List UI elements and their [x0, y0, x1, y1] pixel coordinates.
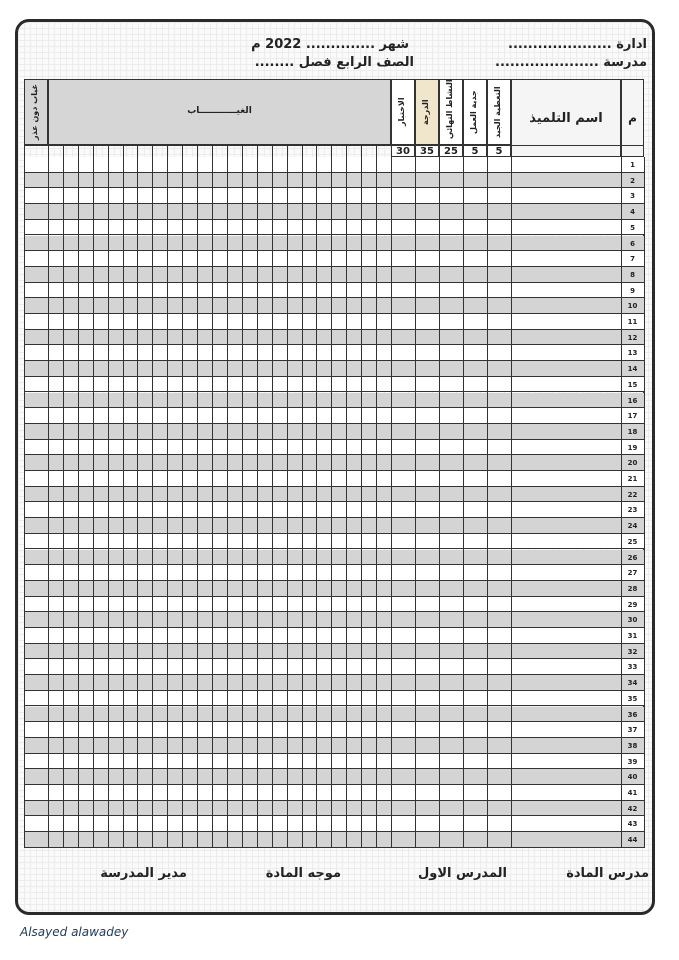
grid-line: [361, 157, 362, 848]
school-label: مدرسة .....................: [495, 55, 647, 70]
row-number: 30: [627, 616, 638, 625]
row-number: 7: [630, 255, 635, 264]
row-number: 40: [627, 773, 638, 782]
author-signature: Alsayed alawadey: [20, 925, 129, 939]
grade-label: جدية العمل: [469, 90, 478, 134]
table-row: [24, 550, 644, 566]
table-row: [24, 597, 644, 613]
row-number: 23: [627, 506, 638, 515]
grid-line: [123, 145, 124, 157]
row-number: 37: [627, 726, 638, 735]
grid-line: [63, 157, 64, 848]
table-row: [24, 471, 644, 487]
row-number: 8: [630, 270, 635, 279]
header-number: م: [628, 111, 637, 125]
table-row: [24, 644, 644, 660]
absence-label: الغيــــــــــــاب: [187, 106, 252, 116]
row-number: 33: [627, 663, 638, 672]
footer-supervisor: موجه المادة: [265, 866, 341, 881]
grade-max-value: 30: [396, 145, 410, 157]
row-number: 19: [627, 443, 638, 452]
table-row: [24, 518, 644, 534]
table-row: [24, 769, 644, 785]
table-row: [24, 754, 644, 770]
grid-line: [63, 145, 64, 157]
grid-line: [212, 157, 213, 848]
row-number: 15: [627, 380, 638, 389]
row-number: 5: [630, 223, 635, 232]
table-row: [24, 408, 644, 424]
grid-line: [137, 145, 138, 157]
grid-line: [108, 145, 109, 157]
grade-label: النشاط التهائي: [445, 79, 454, 139]
table-row: [24, 314, 644, 330]
table-row: [24, 424, 644, 440]
class-label: الصف الرابع فصل ........: [254, 55, 414, 70]
grid-line: [376, 157, 377, 848]
grid-line: [227, 157, 228, 848]
table-row: [24, 659, 644, 675]
row-number: 6: [630, 239, 635, 248]
table-row: [24, 204, 644, 220]
table-row: [24, 267, 644, 283]
grid-line: [137, 157, 138, 848]
grid-line: [48, 157, 49, 848]
grid-line: [212, 145, 213, 157]
grid-line: [78, 145, 79, 157]
grid-line: [346, 145, 347, 157]
grade-max-value: 5: [495, 145, 503, 157]
grid-line: [302, 157, 303, 848]
row-number: 1: [630, 161, 635, 169]
grid-line: [93, 145, 94, 157]
grid-line: [621, 157, 622, 848]
grid-line: [439, 157, 440, 848]
grade-max-value: 35: [420, 145, 434, 157]
row-number: 41: [627, 789, 638, 797]
grid-line: [167, 145, 168, 157]
table-row: [24, 283, 644, 299]
row-number: 43: [627, 820, 638, 829]
row-number: 9: [630, 286, 635, 295]
table-row: [24, 691, 644, 707]
table-row: [24, 801, 644, 817]
admin-label: ادارة .....................: [508, 37, 647, 52]
row-number: 3: [630, 192, 635, 201]
grid-line: [197, 157, 198, 848]
footer-first-teacher: المدرس الاول: [417, 866, 507, 881]
grid-line: [331, 145, 332, 157]
row-number: 31: [627, 632, 638, 640]
grid-line: [361, 145, 362, 157]
row-number: 18: [627, 427, 638, 436]
row-number: 12: [627, 333, 638, 342]
grade-label: الدرجة: [421, 99, 430, 125]
row-number: 36: [627, 710, 638, 719]
month-label: شهر .............. 2022 م: [251, 37, 409, 52]
grid-line: [24, 145, 644, 146]
table-row: [24, 707, 644, 723]
table-row: [24, 251, 644, 267]
table-row: [24, 581, 644, 597]
table-row: [24, 816, 644, 832]
table-row: [24, 220, 644, 236]
grid-line: [272, 157, 273, 848]
grid-line: [415, 157, 416, 848]
table-row: [24, 236, 644, 252]
table-row: [24, 612, 644, 628]
table-row: [24, 675, 644, 691]
grid-line: [391, 145, 392, 157]
grid-line: [463, 157, 464, 848]
grid-line: [242, 145, 243, 157]
grid-line: [152, 157, 153, 848]
row-number: 32: [627, 647, 638, 656]
row-number: 35: [627, 694, 638, 703]
grid-line: [316, 145, 317, 157]
row-number: 21: [627, 475, 638, 483]
row-number: 22: [627, 490, 638, 499]
grid-line: [227, 145, 228, 157]
grade-label: الاختبار: [397, 97, 406, 127]
row-number: 39: [627, 757, 638, 766]
grid-line: [287, 145, 288, 157]
grid-line: [272, 145, 273, 157]
grid-line: [167, 157, 168, 848]
grade-max-value: 5: [471, 145, 479, 157]
table-row: [24, 188, 644, 204]
grid-line: [644, 157, 645, 848]
row-number: 28: [627, 584, 638, 593]
grid-line: [316, 157, 317, 848]
grid-line: [152, 145, 153, 157]
header-student-name: اسم التلميذ: [529, 110, 603, 126]
grid-line: [257, 145, 258, 157]
row-number: 24: [627, 522, 638, 531]
table-row: [24, 455, 644, 471]
row-number: 25: [627, 537, 638, 546]
grid-line: [182, 145, 183, 157]
row-number: 26: [627, 553, 638, 562]
grid-line: [376, 145, 377, 157]
grid-line: [182, 157, 183, 848]
grid-line: [487, 157, 488, 848]
table-row: [24, 534, 644, 550]
table-row: [24, 377, 644, 393]
table-row: [24, 330, 644, 346]
grid-line: [511, 157, 512, 848]
grade-max-value: 25: [444, 145, 458, 157]
grid-line: [93, 157, 94, 848]
row-number: 17: [627, 412, 638, 421]
table-row: [24, 393, 644, 409]
grid-line: [331, 157, 332, 848]
footer-subject-teacher: مدرس المادة: [566, 866, 649, 881]
row-number: 20: [627, 459, 638, 468]
grid-line: [302, 145, 303, 157]
row-number: 38: [627, 741, 638, 750]
footer-principal: مدير المدرسة: [100, 866, 187, 881]
row-number: 11: [627, 318, 638, 326]
grid-line: [108, 157, 109, 848]
table-row: [24, 157, 644, 173]
table-row: [24, 722, 644, 738]
table-row: [24, 173, 644, 189]
table-row: [24, 487, 644, 503]
table-row: [24, 628, 644, 644]
table-row: [24, 440, 644, 456]
grid-line: [197, 145, 198, 157]
row-number: 29: [627, 600, 638, 609]
grid-line: [287, 157, 288, 848]
grid-line: [123, 157, 124, 848]
row-number: 27: [627, 569, 638, 578]
table-row: [24, 785, 644, 801]
row-number: 2: [630, 176, 635, 185]
table-row: [24, 298, 644, 314]
table-row: [24, 565, 644, 581]
grid-line: [24, 157, 25, 848]
table-row: [24, 738, 644, 754]
row-number: 10: [627, 302, 638, 311]
grid-line: [242, 157, 243, 848]
no-excuse-label: غياب دون عذر: [30, 84, 39, 140]
table-row: [24, 832, 644, 848]
row-number: 16: [627, 396, 638, 405]
table-row: [24, 361, 644, 377]
row-number: 14: [627, 365, 638, 374]
grid-line: [346, 157, 347, 848]
table-row: [24, 345, 644, 361]
grid-line: [48, 145, 49, 157]
grid-line: [257, 157, 258, 848]
row-number: 34: [627, 679, 638, 688]
row-number: 13: [627, 349, 638, 358]
grade-label: التغطية الجيد: [493, 86, 502, 138]
grid-line: [391, 157, 392, 848]
grid-line: [78, 157, 79, 848]
row-number: 42: [627, 804, 638, 813]
row-number: 4: [630, 208, 635, 217]
row-number: 44: [627, 836, 638, 845]
table-row: [24, 502, 644, 518]
